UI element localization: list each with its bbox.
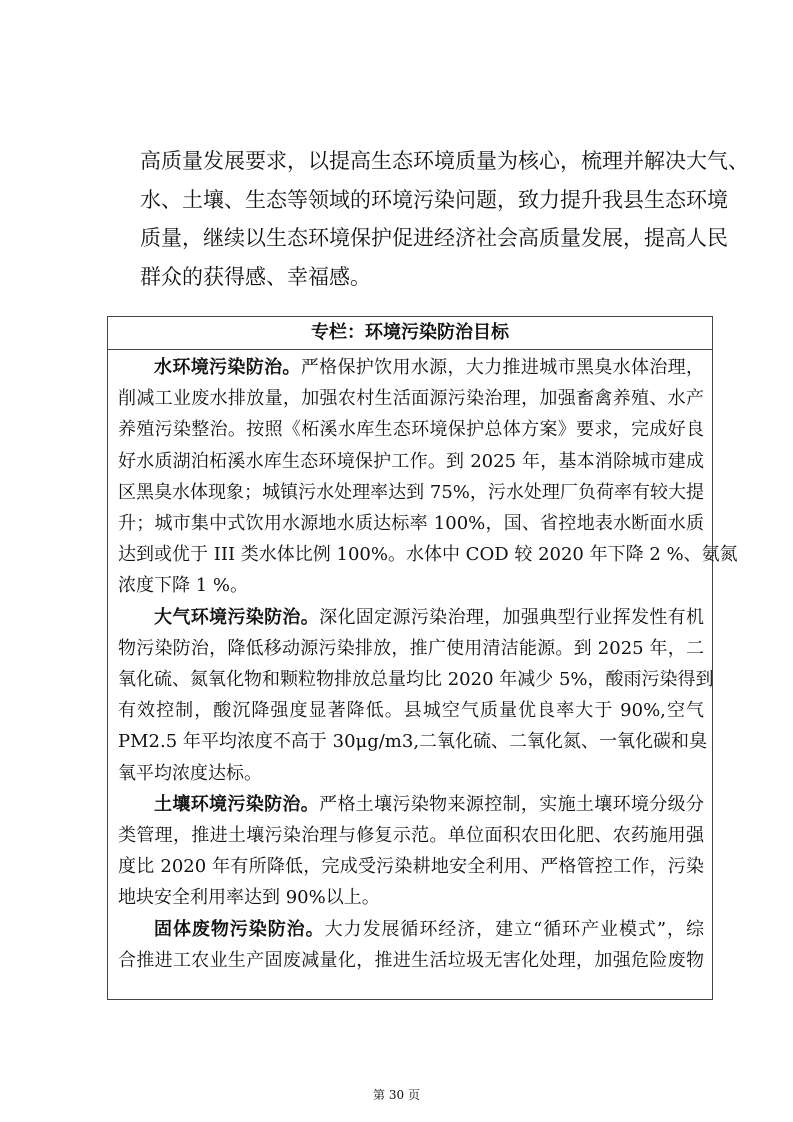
section-paragraph: [118, 789, 704, 914]
section-text: 氧平均浓度达标。: [118, 762, 262, 784]
text-line: [118, 383, 704, 414]
text-line: [118, 851, 704, 882]
text-line: [118, 695, 704, 726]
text-line: [118, 477, 704, 508]
section-text: PM2.5 年平均浓度不高于 30μg/m3,二氧化硫、二氧化氮、一氧化碳和臭: [118, 731, 708, 753]
section-text: 升；城市集中式饮用水源地水质达标率 100%，国、省控地表水断面水质: [118, 513, 704, 535]
section-text: 合推进工农业生产固废减量化，推进生活垃圾无害化处理，加强危险废物: [118, 949, 704, 971]
section-text: 氧化硫、氮氧化物和颗粒物排放总量均比 2020 年减少 5%，酸雨污染得到: [118, 669, 714, 691]
section-text: 类管理，推进土壤污染治理与修复示范。单位面积农田化肥、农药施用强: [118, 825, 704, 847]
section-text: 浓度下降 1 %。: [118, 575, 248, 597]
text-line: [118, 539, 738, 570]
section-text: 深化固定源污染治理，加强典型行业挥发性有机: [319, 606, 705, 628]
section-paragraph: [118, 352, 738, 602]
text-line: [118, 882, 704, 913]
section-text: 有效控制，酸沉降强度显著降低。县城空气质量优良率大于 90%,空气: [118, 700, 704, 722]
text-line: [118, 414, 704, 445]
section-heading: 水环境污染防治。: [154, 357, 301, 378]
column-body: [108, 350, 738, 976]
section-text: 好水质湖泊柘溪水库生态环境保护工作。到 2025 年，基本消除城市建成: [118, 450, 704, 472]
column-title: 专栏：环境污染防治目标: [108, 317, 712, 350]
section-text: 削减工业废水排放量，加强农村生活面源污染治理，加强畜禽养殖、水产: [118, 388, 704, 410]
section-text: 严格保护饮用水源，大力推进城市黑臭水体治理，: [300, 357, 705, 378]
section-text: 养殖污染整治。按照《柘溪水库生态环境保护总体方案》要求，完成好良: [118, 419, 704, 441]
text-line: [118, 508, 704, 539]
text-line: [118, 352, 704, 383]
text-line: [118, 602, 704, 633]
text-line: [118, 664, 714, 695]
text-line: [118, 570, 704, 601]
section-heading: 土壤环境污染防治。: [154, 793, 320, 815]
text-line: [118, 758, 704, 789]
intro-paragraph: [140, 142, 749, 296]
text-line: [118, 820, 704, 851]
section-text: 地块安全利用率达到 90%以上。: [118, 887, 380, 909]
text-line: [118, 633, 704, 664]
text-line: [118, 914, 704, 945]
text-line: [118, 446, 704, 477]
section-text: 区黑臭水体现象；城镇污水处理率达到 75%，污水处理厂负荷率有较大提: [118, 481, 704, 503]
section-text: 物污染防治，降低移动源污染排放，推广使用清洁能源。到 2025 年，二: [118, 637, 704, 659]
text-line: [118, 945, 704, 976]
text-line: 质量，继续以生态环境保护促进经济社会高质量发展，提高人民: [140, 226, 728, 250]
text-line: 群众的获得感、幸福感。: [140, 264, 371, 289]
section-text: 度比 2020 年有所降低，完成受污染耕地安全利用、严格管控工作，污染: [118, 856, 704, 878]
section-text: 严格土壤污染物来源控制，实施土壤环境分级分: [319, 793, 705, 815]
section-paragraph: [118, 914, 704, 976]
column-box: [107, 316, 738, 1000]
text-line: [118, 726, 708, 757]
section-heading: 大气环境污染防治。: [154, 606, 320, 628]
text-line: 高质量发展要求，以提高生态环境质量为核心，梳理并解决大气、: [140, 149, 749, 173]
section-heading: 固体废物污染防治。: [154, 918, 325, 940]
text-line: [118, 789, 704, 820]
page-number: 第 30 页: [373, 1088, 420, 1102]
section-paragraph: [118, 602, 714, 789]
section-text: 大力发展循环经济，建立“循环产业模式”，综: [324, 918, 705, 940]
text-line: 水、土壤、生态等领域的环境污染问题，致力提升我县生态环境: [140, 187, 728, 212]
section-text: 达到或优于 III 类水体比例 100%。水体中 COD 较 2020 年下降 2 %、氨氮: [118, 544, 738, 566]
